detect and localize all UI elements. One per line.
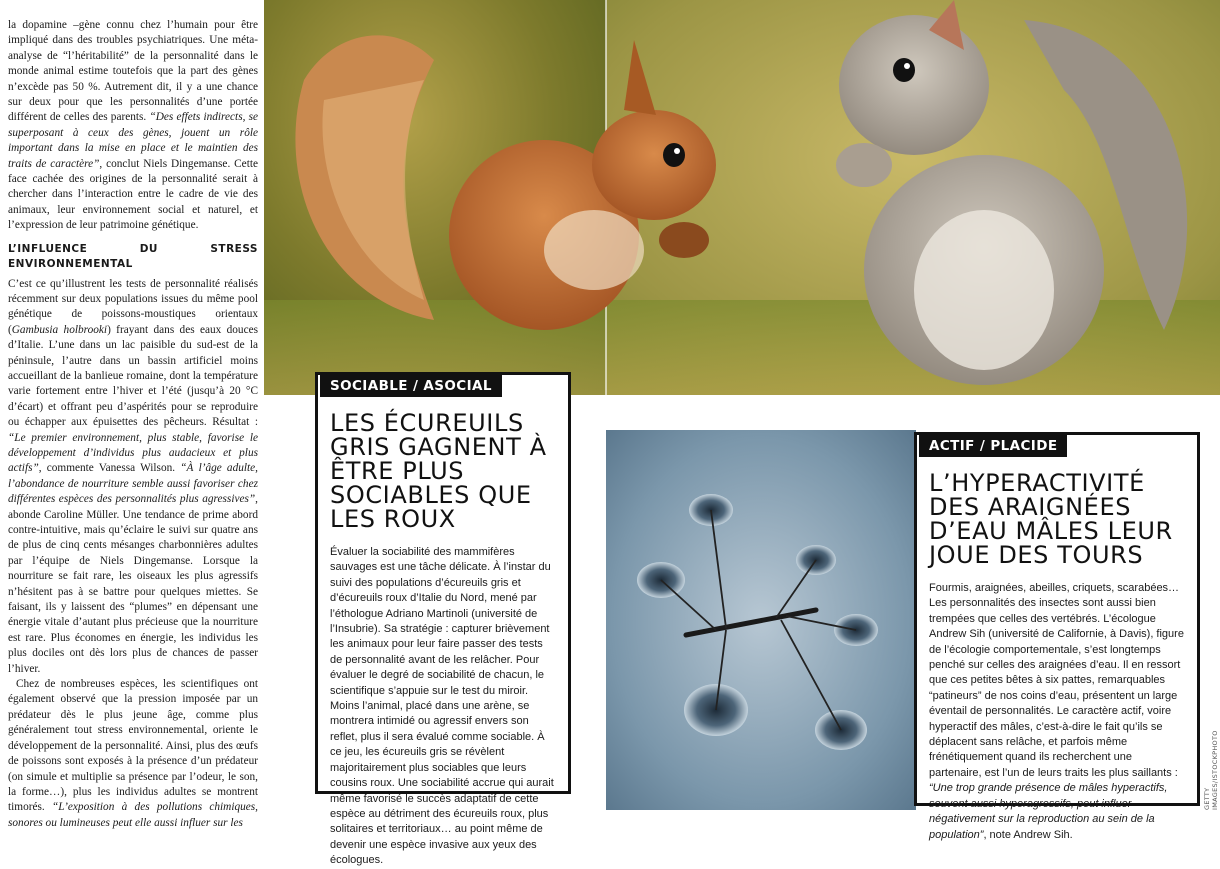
text-run: , commente Vanessa Wilson. — [38, 462, 181, 475]
quote: “Une trop grande présence de mâles hyperactifs, souvent aussi hyperagressifs, peut influer négativement sur la reproduction au sein de la population” — [929, 782, 1168, 841]
quote: “Le premier environnement, plus stable, favorise le développement d’individus plus audacieux et plus actifs” — [8, 431, 258, 475]
paragraph-2 — [8, 277, 258, 678]
quote: “L’exposition à des pollutions chimiques, sonores ou lumineuses peut elle aussi influer sur les — [8, 801, 258, 829]
box-tag: SOCIABLE / ASOCIAL — [320, 375, 502, 397]
box-body: Évaluer la sociabilité des mammifères sauvages est une tâche délicate. À l’instar du suivi des populations d’écureuils gris et d’écureuils roux d’Italie du Nord, mené par l’éthologue Adriano Martinoli (université de l’Insubrie). Sa stratégie : capturer brièvement les animaux pour leur faire passer des tests de personnalité avant de les relâcher. Pour évaluer le degré de sociabilité de chacun, le scientifique s’appuie sur le test du miroir. Moins l’animal, placé dans une arène, se montrera intimidé ou agressif envers son reflet, plus il sera évalué comme sociable. À ce jeu, les écureuils gris se révèlent majoritairement plus sociables que leurs cousins roux. Une sociabilité accrue qui aurait même favorisé le succès adaptatif de cette espèce au détriment des écureuils roux, plus solitaires et territoriaux… au point même de devenir une espèce invasive aux yeux des écologues. — [330, 546, 554, 867]
left-text-column — [8, 18, 258, 831]
text-run: Fourmis, araignées, abeilles, criquets, scarabées… Les personnalités des insectes sont aussi bien trempées que celles des vertébrés. L’écologue Andrew Sih (université de Californie, à Davis), figure de l’écologie comportementale, s’est longtemps penché sur celles des araignées d’eau. Il en ressort que ces petites bêtes à six pattes, remarquables “patineurs” de nos coins d’eau, présentent un large éventail de personnalités. Le caractère actif, voire hyperactif des mâles, c’est-à-dire le fait qu’ils se déplacent sans relâche, et parfois même frénétiquement quand ils recherchent une partenaire, est l’un de leurs traits les plus saillants : — [929, 582, 1184, 779]
text-run: , abonde Caroline Müller. Une tendance de prime abord contre-intuitive, mais qu’éclaire le suivi sur quatre ans de plus de cinq cents mésanges charbonnières adultes par l’équipe de Niels Dingemanse. Lorsque la nourriture se fait rare, les oiseaux les plus agressifs n’hésitent pas à se battre pour quelques miettes. Se faisant, ils y laissent des “plumes” en dépensant une énergie vitale d’autant plus précieuse que la nourriture est rare. Plus économes en énergie, les individus les plus dociles ont dès lors plus de chances de passer l’hiver. — [8, 493, 258, 675]
photo-credit: GETTY IMAGES/ISTOCKPHOTO — [1203, 730, 1219, 810]
paragraph-3 — [8, 677, 258, 831]
box-tag: ACTIF / PLACIDE — [919, 435, 1067, 457]
text-run: C’est ce qu’illustrent les tests de personnalité réalisés récemment sur deux populations issues du même pool génétique de poissons-moustiques orientaux ( — [8, 277, 258, 336]
section-subhead: L’INFLUENCE DU STRESS ENVIRONNEMENTAL — [8, 242, 258, 271]
quote: “À l’âge adulte, l’abondance de nourriture semble aussi favoriser chez différentes espèces des personnalités plus agressives” — [8, 462, 258, 506]
water-strider-photo — [606, 430, 916, 810]
sidebar-box-water-striders — [914, 432, 1200, 841]
text-run: Chez de nombreuses espèces, les scientifiques ont également observé que la pression imposée par un prédateur dès le plus jeune âge, comme plus généralement tout stress environnemental, oriente le développement de la personnalité. Ainsi, plus des œufs de poissons sont exposés à la présence d’un prédateur (on simule et multiplie sa présence par l’odeur, le son, la forme…), plus les individus adultes se montrent timorés. — [8, 678, 258, 814]
text-run: , conclut Niels Dingemanse. Cette face cachée des origines de la personnalité serait à chercher dans l’interaction entre le cadre de vie des animaux, leur environnement social et naturel, et l’expression de leur patrimoine génétique. — [8, 157, 258, 232]
text-run: ) frayant dans des eaux douces d’Italie. L’une dans un lac paisible du sud-est de la péninsule, l’autre dans un bassin artificiel moins accueillant de la banlieue romaine, dont la température varie fortement entre l’hiver et l’été (jusqu’à 20 °C d’écart) et offrant peu d’aspérités pour se reproduire ou échapper aux épuisettes des pêcheurs. Résultat : — [8, 323, 259, 429]
text-run: la dopamine –gène connu chez l’humain pour être impliqué dans des troubles psychiatriques. Une méta-analyse de “l’héritabilité” de la personnalité dans le monde animal estime toutefois que la part des gènes n’excède pas 50 %. Autrement dit, il y a une chance sur deux pour que les personnalités d’une portée différent de celles des parents. — [8, 19, 258, 124]
box-body — [929, 581, 1185, 843]
paragraph-1 — [8, 18, 258, 234]
box-title: L’HYPERACTIVITÉ DES ARAIGNÉES D’EAU MÂLES LEUR JOUE DES TOURS — [929, 469, 1173, 569]
squirrels-photo — [264, 0, 1220, 395]
quote: “Des effets indirects, se superposant à ceux des gènes, jouent un rôle important dans la mise en place et le maintien des traits de caractère” — [8, 111, 258, 170]
species-name: Gambusia holbrooki — [11, 323, 108, 336]
text-run: , note Andrew Sih. — [983, 828, 1073, 841]
box-title: LES ÉCUREUILS GRIS GAGNENT À ÊTRE PLUS SOCIABLES QUE LES ROUX — [330, 409, 547, 533]
sidebar-box-squirrels — [315, 372, 571, 867]
